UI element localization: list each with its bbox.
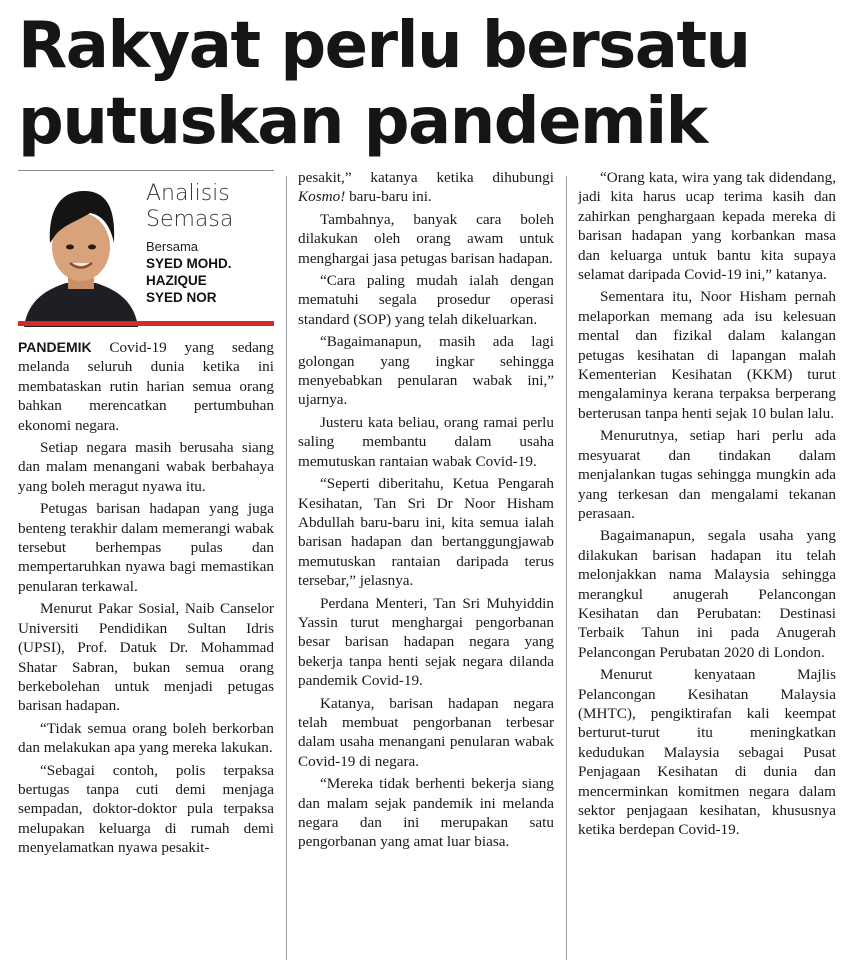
paragraph: Setiap negara masih berusaha siang dan malam menangani wabak berbahaya yang boleh meragut nyawa itu. <box>18 439 274 495</box>
paragraph: “Cara paling mudah ialah dengan mematuhi segala prosedur operasi standard (SOP) yang telah dikeluarkan. <box>298 272 554 328</box>
paragraph: “Orang kata, wira yang tak didendang, jadi kita harus ucap terima kasih dan zahirkan penghargaan kepada mereka di barisan hadapan yang korbankan masa dan keluarga untuk bantu kita supaya selamat daripada Covid-19 ini,” katanya. <box>578 169 836 284</box>
column-divider <box>286 176 287 960</box>
column-divider <box>566 176 567 960</box>
paragraph: Bagaimanapun, segala usaha yang dilakukan barisan hadapan itu telah melonjakkan nama Malaysia sehingga merangkul anugerah Pelancongan Kesihatan dan Perubatan: Destinasi Terbaik Tahun ini pada Anugerah Pelancongan Perubatan 2020 di London. <box>578 527 836 661</box>
paragraph: “Seperti diberitahu, Ketua Pengarah Kesihatan, Tan Sri Dr Noor Hisham Abdullah baru-baru ini, kita semua ialah barisan hadapan dan bertanggungjawab memutuskan rantaian daripada terus tersebar,” jelasnya. <box>298 475 554 590</box>
column-name: Analisis Semasa <box>146 181 234 232</box>
author-name: SYED MOHD. HAZIQUE SYED NOR <box>146 256 232 305</box>
paragraph: Menurutnya, setiap hari perlu ada mesyuarat dan tindakan dalam menjalankan tugas sehingga mungkin ada yang terkesan dan mengalami tekanan perasaan. <box>578 427 836 522</box>
paragraph: Justeru kata beliau, orang ramai perlu saling membantu dalam usaha memutuskan rantaian wabak Covid-19. <box>298 413 554 470</box>
paragraph: “Sebagai contoh, polis terpaksa bertugas tanpa cuti demi menjaga sempadan, doktor-doktor pula terpaksa melupakan keluarga di rumah demi menyelamatkan nyawa pesakit- <box>18 761 274 857</box>
paragraph: Katanya, barisan hadapan negara telah membuat pengorbanan terbesar dalam usaha menangani penularan wabak Covid-19 di negara. <box>298 694 554 770</box>
paragraph: PANDEMIK Covid-19 yang sedang melanda seluruh dunia ketika ini membataskan rutin harian semua orang bahkan merencatkan pertumbuhan ekonomi negara. <box>18 339 274 434</box>
paragraph: Tambahnya, banyak cara boleh dilakukan oleh orang awam untuk menghargai jasa petugas barisan hadapan. <box>298 210 554 267</box>
with-label: Bersama <box>146 239 199 254</box>
columnist-box <box>18 170 274 328</box>
publication-name: Kosmo! <box>298 188 346 206</box>
paragraph: Petugas barisan hadapan yang juga benteng terakhir dalam memerangi wabak tersebut berhempas pulas dan mempertaruhkan nyawa bagi memastikan penularan terkawal. <box>18 500 274 595</box>
headline-line-1: Rakyat perlu bersatu <box>18 9 750 83</box>
paragraph: “Tidak semua orang boleh berkorban dan melakukan apa yang mereka lakukan. <box>18 719 274 757</box>
paragraph: Menurut Pakar Sosial, Naib Canselor Universiti Pendidikan Sultan Idris (UPSI), Prof. Datuk Dr. Mohammad Shatar Sabran, bukan semua orang berkebolehan untuk menjadi petugas barisan hadapan. <box>18 600 274 715</box>
red-rule <box>18 321 274 326</box>
article-column-1 <box>18 170 274 960</box>
author-portrait <box>22 177 140 327</box>
lead-word: PANDEMIK <box>18 339 92 355</box>
headline-line-2: putuskan pandemik <box>18 85 707 159</box>
headline <box>18 8 838 160</box>
article-column-2 <box>298 168 554 960</box>
paragraph: pesakit,” katanya ketika dihubungi Kosmo! baru-baru ini. <box>298 169 554 206</box>
article-column-3 <box>578 168 836 960</box>
paragraph: Perdana Menteri, Tan Sri Muhyiddin Yassin turut menghargai pengorbanan besar barisan hadapan negara yang bekerja tanpa henti sejak negara dilanda pandemik Covid-19. <box>298 594 554 690</box>
paragraph: “Mereka tidak berhenti bekerja siang dan malam sejak pandemik ini melanda negara dan ini merupakan satu pengorbanan yang amat luar biasa. <box>298 775 554 851</box>
paragraph: “Bagaimanapun, masih ada lagi golongan yang ingkar sehingga menyebabkan penularan wabak ini,” ujarnya. <box>298 333 554 409</box>
paragraph: Sementara itu, Noor Hisham pernah melaporkan memang ada isu kelesuan mental dan fizikal dalam kalangan petugas kesihatan di lapangan malah Kementerian Kesihatan (KKM) turut mengalaminya kerana terpaksa berperang berterusan tanpa henti sejak 10 bulan lalu. <box>578 288 836 422</box>
paragraph: Menurut kenyataan Majlis Pelancongan Kesihatan Malaysia (MHTC), pengiktirafan kali keempat berturut-turut itu meningkatkan kedudukan Malaysia sebagai Pusat Penjagaan Kesihatan di dunia dan mencerminkan komitmen negara dalam sektor penjagaan kesihatan, khususnya ketika berdepan Covid-19. <box>578 666 836 839</box>
